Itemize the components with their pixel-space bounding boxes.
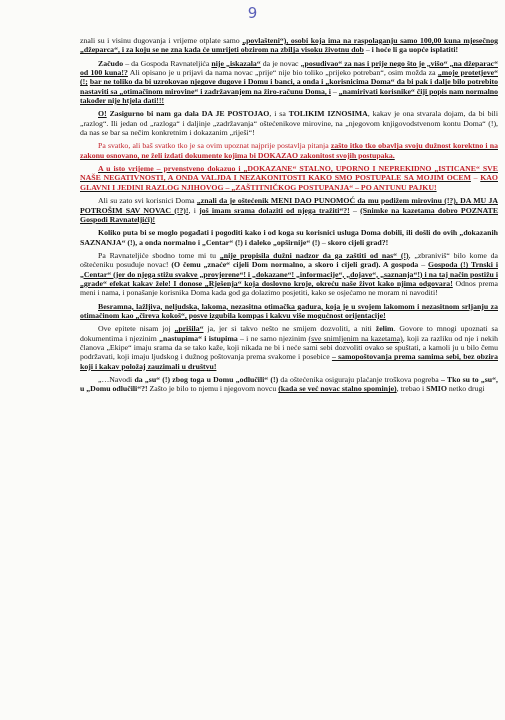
text-run: –	[470, 173, 481, 183]
text-run: i hoće li ga uopće isplatiti!	[371, 45, 459, 55]
text-run: da oštećenika osiguraju plaćanje troškova pogreba	[278, 375, 441, 384]
text-run: Pa svatko, ali baš svatko tko je sa ovim upoznat najprije postavlja pitanja	[98, 141, 331, 151]
text-run: Začudo	[98, 58, 124, 68]
text-run: Ali su zato svi korisnici Doma	[98, 196, 197, 206]
text-run: , i sa	[269, 109, 289, 119]
text-run: , kakav je ona stvarala dojam, da bi bili „razlog“. Ili jedan od „razloga“ i daljinje „zadržavanja“ oštećenikove mirovine, na „njegovom knjigovodstvenom kontu Doma“ (!), da nas se bar sa nečim konkretnim i dokazanim „riješi“!	[80, 109, 499, 138]
text-run: znali su i visinu dugovanja i vrijeme otplate samo	[80, 36, 243, 45]
text-run: i istupima	[204, 333, 238, 343]
paragraph	[80, 324, 498, 371]
text-run: – i ne samo njezinim	[237, 333, 309, 343]
text-run: još imam srama dolaziti od njega tražiti“?!	[199, 205, 350, 215]
text-run: „namirivati korisnike“ čiji popis nam normalno također nije htjela dati!!!	[80, 86, 499, 106]
text-run: , koji za razliku od nje i nekih članova „Ekipe“ imaju srama da se tako kaže, koji nikada ne bi i neće sami sebi dozvoliti ovako se spuštati, a kamoli ju u bilo čemu podržavati, koji imaju ljudskog i dužnog poštovanja prema svakome i posebice	[80, 333, 499, 362]
text-run: „posudivao“ za nas i prije nego što je „višo“ „na džeparac“ od 100 kuna!?	[80, 58, 498, 78]
text-run: (sve snimljenim na kazetama)	[308, 333, 403, 343]
text-run: Besramna, lažljiva, neljudska, lakoma, nezasitna otimačka gadura, koja je u svojem lakomom i nezasitnom srljanju za otimačinom kao „čireva kokoš“, posve izgubila kompas i kakvu više mogućnost orijentacije!	[80, 301, 498, 320]
text-run: –	[363, 45, 372, 55]
text-run: „prišila“	[174, 324, 204, 334]
text-run: TOLIKIM IZNOSIMA	[288, 109, 368, 119]
text-run: – samopoštovanja prema samima sebi, bez obzira koji i kakav položaj zauzimali u društvu!	[80, 352, 498, 371]
text-run: , i	[188, 205, 200, 215]
text-run: Pa Ravnateljiće sbodno tome mi tu	[98, 250, 220, 260]
text-run: „povlašteni“), osobi koja ima na raspolaganju samo 100,00 kuna mjesečnog „džeparca“, i za koju se ne zna kada će umrijeti obzirom na zbilja visoku životnu dob	[80, 36, 498, 55]
text-run: (kada se već novac stalno spominje)	[278, 384, 397, 394]
text-run: –	[319, 237, 328, 247]
text-run: Zasigurno bi nam ga dala DA JE POSTOJAO	[109, 109, 270, 119]
text-run: Odnos prema meni i nama, i ponašanje korisnika Doma kada god ga dolazimo posjetiti, kako se osjećamo ne moram ni navoditi!	[80, 278, 498, 298]
paragraph	[80, 251, 498, 298]
text-run: SMIO	[426, 384, 447, 394]
text-run: ja, jer si takvo nešto ne smijem dozvoliti, a niti	[203, 324, 376, 334]
text-run: Koliko puta bi se moglo pogađati i pogoditi kako i od koga su korisnici usluga Doma dobili, ili došli do ovih „dokazanih SAZNANJA“ (!), a onda normalno i „Centar“ (!) i daleko „opširnije“ (!)	[80, 228, 498, 247]
text-run: Ove epitete nisam joj	[98, 324, 175, 334]
paragraph	[80, 375, 498, 394]
document-body	[80, 36, 498, 394]
text-run: „moje protetjeve“ (!;	[80, 68, 498, 87]
text-run: „nastupima“	[159, 333, 203, 343]
paragraph	[80, 228, 498, 247]
text-run: skoro cijeli grad?!	[327, 237, 389, 247]
paragraph	[80, 141, 498, 160]
text-run: A u isto vrijeme – prvenstveno dokazuo i „DOKAZANE“ STALNO, UPORNO I NEPREKIDNO „ISTICANE“ SVE NAŠE NEGATIVNOSTI, A ONDA VALJDA I NEZAKONITOSTI KAKO SMO POSTUPALE SA MOJIM OCEM	[80, 164, 498, 183]
paragraph	[80, 59, 498, 106]
paragraph	[80, 302, 498, 321]
text-run: –	[330, 86, 339, 96]
paragraph	[80, 109, 498, 137]
text-run: želim	[375, 324, 394, 334]
text-run: , „zbraniviš“ bilo kome da oštećeniku posuđuje novac!	[80, 250, 499, 270]
paragraph	[80, 36, 498, 55]
text-run: bar ne toliko da bi uzrokovao njegove dugove i Domu i banci, a onda i „korisnicima Doma“ da bi pak i dalje bilo potrebito nastaviti sa „otimačinom mirovine“ i zadržavanjem na žiro-računu Doma, i	[80, 77, 498, 96]
page-number: 9	[247, 4, 258, 22]
paragraph	[80, 164, 498, 192]
text-run: –	[418, 260, 429, 270]
text-run: –	[349, 205, 361, 215]
text-run: „…Navodi	[98, 375, 135, 384]
text-run: Ali opisano je u prijavi da nama novac „prije“ nije bio toliko „prijeko potreban“, osim možda za	[127, 68, 438, 78]
text-run: KAO GLAVNI I JEDINI RAZLOG NJIHOVOG – „ZAŠTITNIČKOG POSTUPANJA“ – PO ANTUNU PAJKU!	[80, 173, 498, 192]
text-run: „znali da je oštećenik MENI DAO PUNOMOĆ da mu podižem mirovinu (!?), DA MU JA POTROŠIM SAV NOVAC (!?)!	[80, 196, 498, 215]
text-run: . Govore to mnogi upoznati sa dokumentima i njezinim	[80, 324, 498, 343]
text-run: O!	[98, 109, 107, 119]
text-run: da „su“ (!) zbog toga u Domu „odlučili“ (!)	[134, 375, 279, 384]
paragraph	[80, 196, 498, 224]
text-run: da je novac	[260, 58, 301, 68]
text-run: netko drugi	[446, 384, 485, 394]
text-run: (Snimke na kazetama dobro POZNATE Gospodi Ravnateljići)!	[80, 205, 499, 224]
text-run: (O čemu „znaće“ cijeli Dom normalno, a skoro i cijeli grad). A gospoda	[171, 260, 419, 270]
text-run: nije „iskazala“	[211, 58, 261, 68]
text-run: , trebao i	[396, 384, 427, 394]
text-run: Zašto je bilo to njemu i njegovom novcu	[147, 384, 279, 394]
text-run: Gospoda (!) Trnski i „Centar“ (jer do njega stižu svakve „provjerene“! i „dokazane“! „informacije“, „dojave“, „saznanja“!) i na taj način postižu i „grade“ efekat kakav žele! I donose „Rješenja“ koja doslovno kroje, okreću naše život kako njima odgovara!	[80, 260, 498, 288]
text-run: zašto itko tko obavlja svoju dužnost korektno i na zakonu osnovano, ne želi izdati dokumente kojima bi DOKAZAO zakonitost svojih postupaka.	[80, 141, 498, 160]
text-run: – da Gospoda Ravnateljića	[123, 58, 212, 68]
text-run: – Tko su to „su“, u „Domu odlučili“?!	[80, 375, 498, 394]
text-run: „nije propisila dužni nadzor da ga zaštiti od nas“ (!)	[219, 250, 409, 260]
